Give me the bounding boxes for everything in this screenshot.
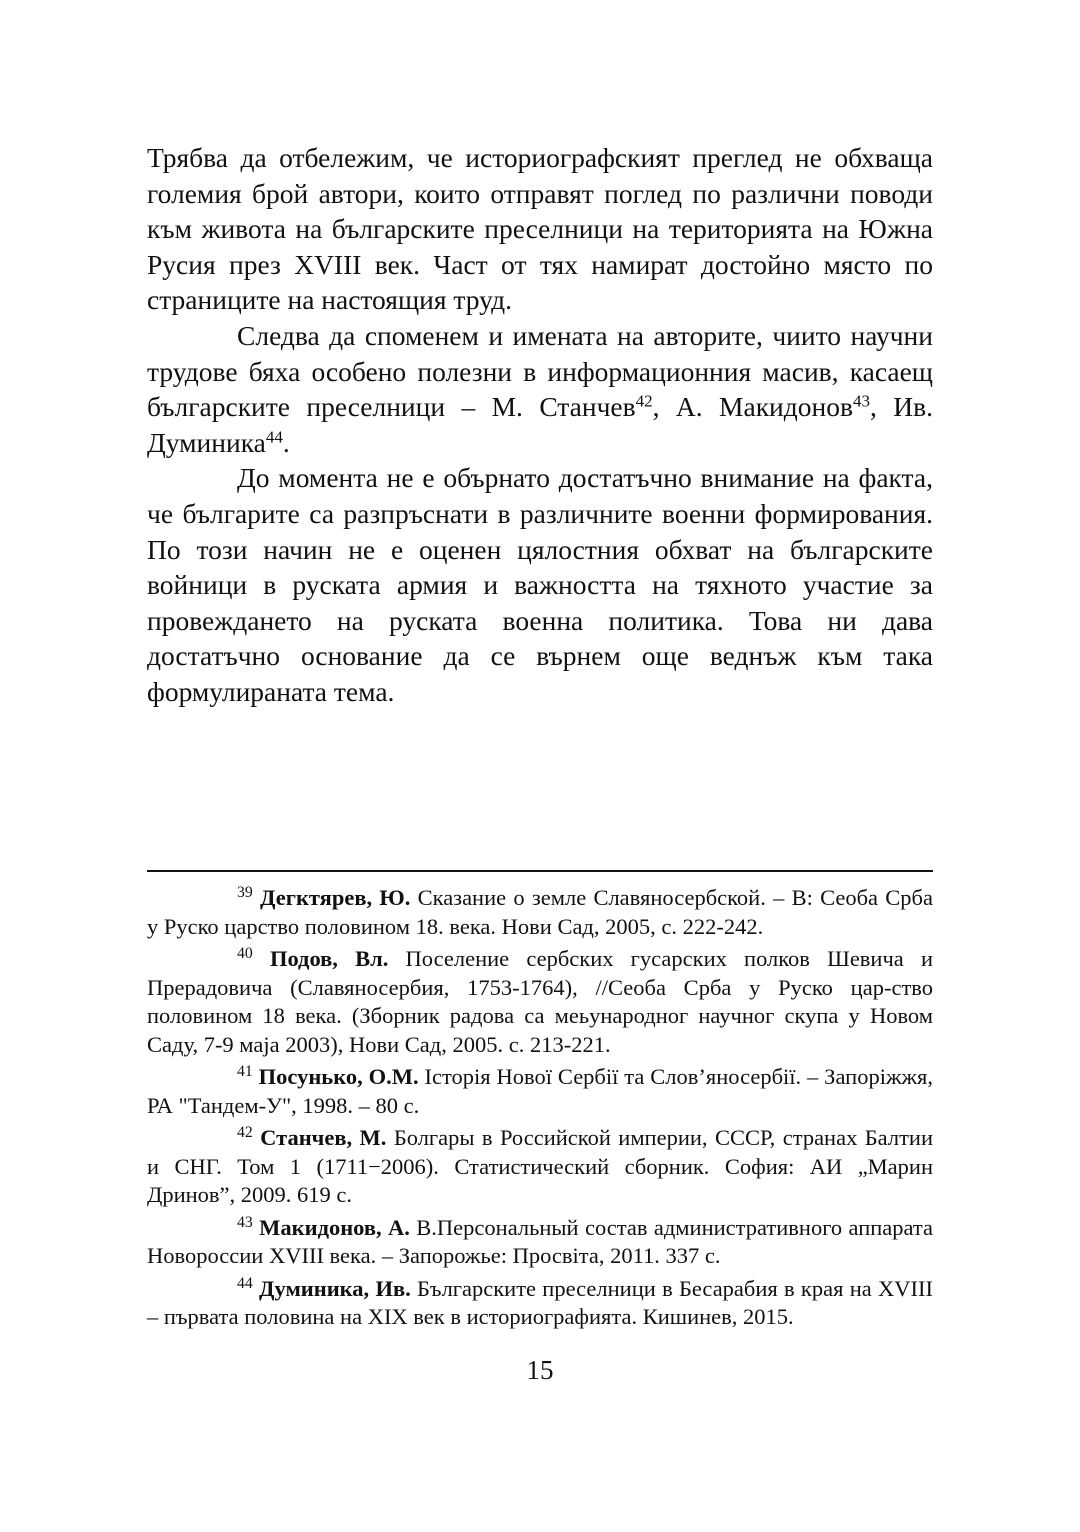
footnote-number: 40 [237,945,253,963]
footnote-separator [147,870,933,872]
paragraph-2-text-a: Следва да споменем и имената на авторите, чиито научни трудове бяха особено полезни в информационния масив, касаещ българските преселници – М. Станчев [147,319,933,423]
main-text [147,140,933,710]
footnote-text: Болгары в Российской империи, СССР, странах Балтии и СНГ. Том 1 (1711−2006). Статистический сборник. София: АИ „Марин Дринов”, 2009. 619 с. [147,1125,933,1207]
footnote-41 [147,1063,933,1120]
footnote-author: Подов, Вл. [269,946,389,971]
footnote-author: Думиника, Ив. [259,1275,411,1301]
footnote-44 [147,1275,933,1332]
footnote-text: Сказание о земле Славяносербской. – В: Сеоба Срба у Руско царство половином 18. века. Нови Сад, 2005, с. 222-242. [147,885,933,939]
footnote-author: Станчев, М. [260,1125,387,1150]
footnote-40 [147,945,933,1059]
footnote-ref-42: 42 [635,391,653,411]
footnote-number: 39 [237,884,253,902]
footnote-number: 41 [237,1063,253,1081]
paragraph-3: До момента не е обърнато достатъчно внимание на факта, че българите са разпръснати в различните военни формирования. По този начин не е оценен цялостния обхват на българските войници в руската армия и важността на тяхното участие за провеждането на руската военна политика. Това ни дава достатъчно основание да се върнем още веднъж към така формулираната тема. [147,462,933,707]
page-number: 15 [526,1355,554,1385]
paragraph-1: Трябва да отбележим, че историографският преглед не обхваща големия брой автори, които отправят поглед по различни поводи към живота на българските преселници на територията на Южна Русия през XVIII век. Част от тях намират достойно място по страниците на настоящия труд. [147,142,933,316]
paragraph-2-text-b: , А. Макидонов [652,391,853,423]
footnote-text: Поселение сербских гусарских полков Шевича и Прерадовича (Славяносербия, 1753-1764), //Сеоба Срба у Руско цар-ство половином 18 века. (Зборник радова са меьународног научног скупа у Новом Саду, 7-9 маја 2003), Нови Сад, 2005. с. 213-221. [147,946,934,1057]
footnote-number: 43 [237,1213,253,1231]
footnote-number: 42 [237,1124,253,1142]
footnotes [147,884,933,1336]
footnote-39 [147,884,933,941]
footnote-text: В.Персональный состав административного аппарата Новороссии XVIII века. – Запорожье: Просвіта, 2011. 337 с. [147,1214,934,1268]
footnote-43 [147,1214,933,1271]
footnote-author: Дегктярев, Ю. [260,885,411,910]
footnote-number: 44 [237,1274,253,1292]
footnote-text: Історія Нової Сербії та Слов’яносербії. – Запоріжжя, РА "Тандем-У", 1998. – 80 с. [147,1064,934,1118]
footnote-author: Макидонов, А. [259,1214,410,1240]
footnote-ref-43: 43 [852,391,870,411]
footnote-42 [147,1124,933,1210]
paragraph-2-text-d: . [282,426,290,458]
footnote-ref-44: 44 [265,427,283,447]
paragraph-2 [147,318,933,460]
footnote-author: Посунько, О.М. [258,1064,419,1089]
paragraph-2-text-c: , Ив. Думиника [147,391,933,458]
footnote-text: Българските преселници в Бесарабия в края на XVIII – първата половина на XIX век в историографията. Кишинев, 2015. [147,1275,933,1329]
